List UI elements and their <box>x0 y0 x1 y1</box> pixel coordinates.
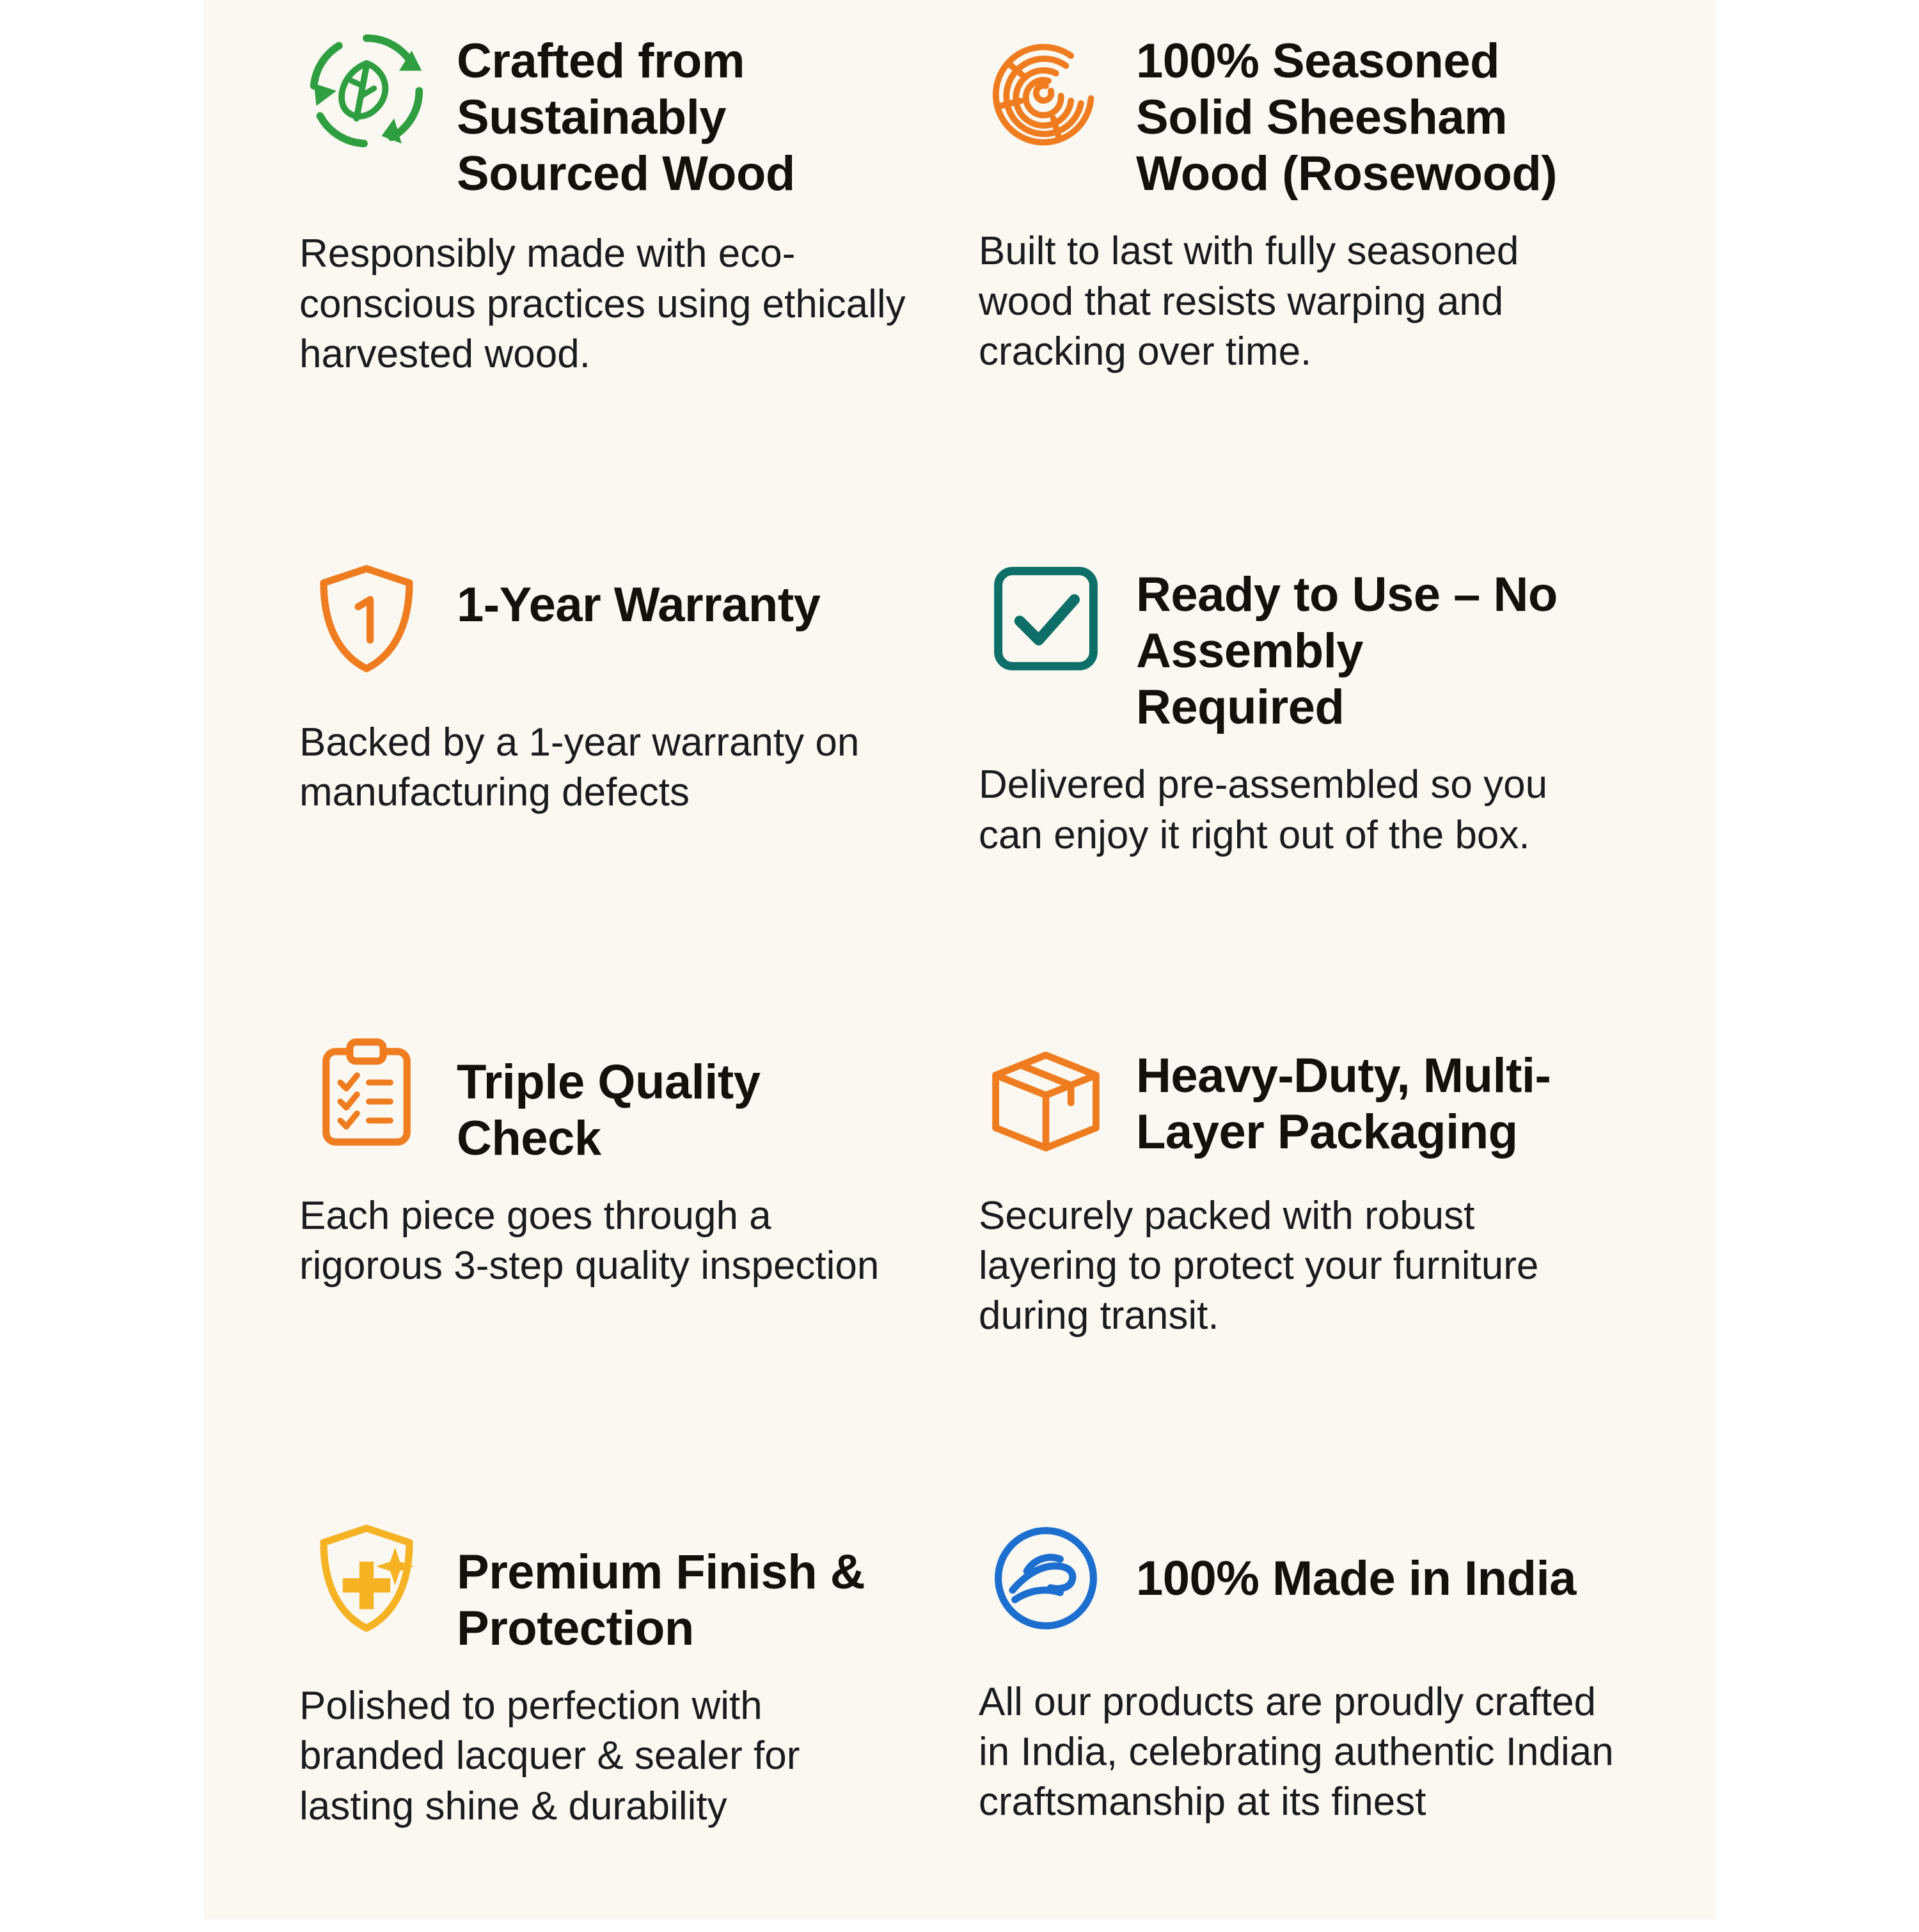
feature-card-sheesham-wood <box>960 13 1716 544</box>
feature-description: Each piece goes through a rigorous 3-step quality inspection <box>299 1194 880 1288</box>
feature-card-packaging <box>960 1017 1716 1503</box>
feature-card-quality-check <box>203 1017 960 1503</box>
clipboard-checklist-icon <box>299 1029 434 1167</box>
feature-title: 100% Seasoned Solid Sheesham Wood (Rosewood) <box>1136 34 1558 202</box>
feature-title: 1-Year Warranty <box>457 578 821 632</box>
feature-title: Ready to Use – No Assembly Required <box>1136 567 1558 735</box>
feature-header <box>299 1515 921 1657</box>
wood-grain-icon <box>979 24 1113 162</box>
feature-title: Crafted from Sustainably Sourced Wood <box>457 34 795 202</box>
feature-header <box>299 24 921 202</box>
feature-title: 100% Made in India <box>1136 1551 1576 1606</box>
feature-title: Triple Quality Check <box>457 1055 761 1166</box>
shield-sparkle-icon <box>299 1515 434 1653</box>
feature-header <box>979 1515 1690 1653</box>
feature-title: Heavy-Duty, Multi-Layer Packaging <box>1136 1049 1551 1160</box>
feature-description: Responsibly made with eco-conscious practices using ethically harvested wood. <box>299 232 906 376</box>
feature-description: Securely packed with robust layering to protect your furniture during transit. <box>979 1194 1539 1338</box>
feature-title: Premium Finish & Protection <box>457 1545 865 1656</box>
checkbox-check-icon <box>979 555 1113 693</box>
feature-card-ready-to-use <box>960 544 1716 1017</box>
feature-card-premium-finish <box>203 1503 960 1932</box>
feature-header <box>299 1029 921 1167</box>
feature-description: Built to last with fully seasoned wood that resists warping and cracking over time. <box>979 229 1519 374</box>
feature-description: Backed by a 1-year warranty on manufacturing defects <box>299 720 860 815</box>
feature-header <box>299 555 921 693</box>
shipping-box-icon <box>979 1029 1113 1167</box>
feature-description: All our products are proudly crafted in India, celebrating authentic Indian craftsmanship at its finest <box>979 1680 1614 1825</box>
feature-header <box>979 24 1690 202</box>
feature-card-warranty <box>203 544 960 1017</box>
feature-description: Polished to perfection with branded lacquer & sealer for lasting shine & durability <box>299 1684 800 1828</box>
shield-one-year-icon <box>299 555 434 693</box>
feature-header <box>979 555 1690 736</box>
feature-card-made-in-india <box>960 1503 1716 1932</box>
feature-card-sustainable-wood <box>203 13 960 544</box>
recycle-leaf-icon <box>299 24 434 162</box>
feature-header <box>979 1029 1690 1167</box>
feature-description: Delivered pre-assembled so you can enjoy it right out of the box. <box>979 763 1548 857</box>
features-grid <box>203 0 1716 1919</box>
hand-leaf-circle-icon <box>979 1515 1113 1653</box>
